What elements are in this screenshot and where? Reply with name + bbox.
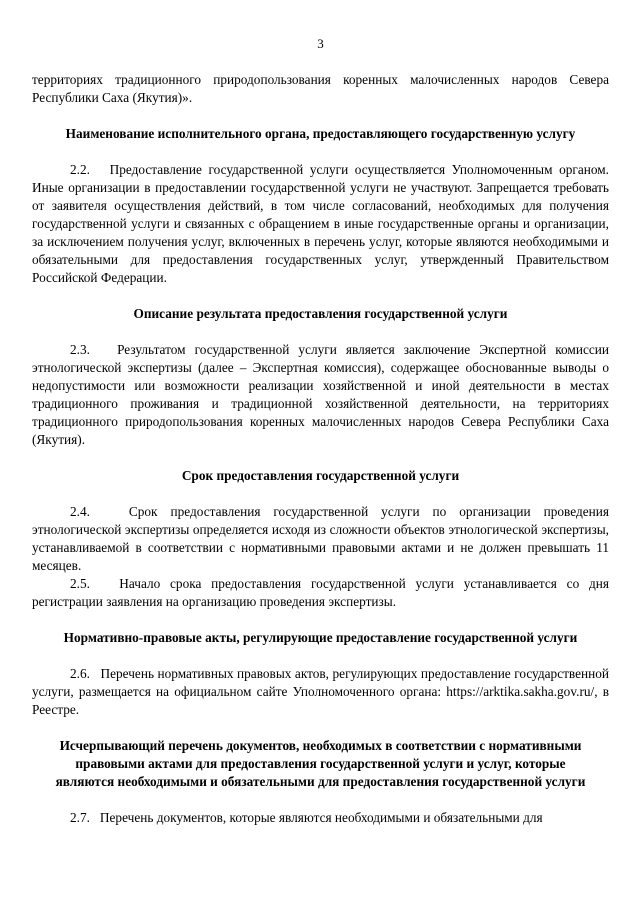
section-heading-executive-body: Наименование исполнительного органа, предоставляющего государственную услугу <box>65 126 576 141</box>
paragraph-2-5: 2.5. Начало срока предоставления государственной услуги устанавливается со дня регистрации заявления на организацию проведения экспертизы. <box>32 576 609 609</box>
paragraph-2-6: 2.6. Перечень нормативных правовых актов, регулирующих предоставление государственной услуги, размещается на официальном сайте Уполномоченного органа: https://arktika.sakha.gov.ru/, в Реестре. <box>32 666 609 717</box>
section-heading-service-term: Срок предоставления государственной услуги <box>181 468 460 483</box>
intro-continuation-paragraph: территориях традиционного природопользования коренных малочисленных народов Севера Республики Саха (Якутия)». <box>32 72 609 105</box>
paragraph-2-3: 2.3. Результатом государственной услуги является заключение Экспертной комиссии этнологической экспертизы (далее – Экспертная комиссия), содержащее обоснованные выводы о недопустимости или возможности реализации хозяйственной и иной деятельности в местах традиционного проживания и традиционной хозяйственной деятельности, на территориях традиционного природопользования коренных малочисленных народов Севера Республики Саха (Якутия). <box>32 342 609 447</box>
paragraph-2-4: 2.4. Срок предоставления государственной услуги по организации проведения этнологической экспертизы определяется исходя из сложности объектов этнологической экспертизы, устанавливаемой в соответствии с нормативными правовыми актами и не должен превышать 11 месяцев. <box>32 504 609 573</box>
page-number: 3 <box>317 36 324 51</box>
section-heading-result-description: Описание результата предоставления государственной услуги <box>133 306 508 321</box>
section-heading-legal-acts: Нормативно-правовые акты, регулирующие предоставление государственной услуги <box>63 630 578 645</box>
paragraph-2-7: 2.7. Перечень документов, которые являются необходимыми и обязательными для <box>70 810 543 825</box>
paragraph-2-2: 2.2. Предоставление государственной услуги осуществляется Уполномоченным органом. Иные организации в предоставлении государственной услуги не участвуют. Запрещается требовать от заявителя осуществления действий, в том числе согласований, необходимых для получения государственной услуги и связанных с обращением в иные государственные органы и организации, за исключением получения услуг, включенных в перечень услуг, которые являются необходимыми и обязательными для предоставления государственных услуг, утвержденный Правительством Российской Федерации. <box>32 162 609 285</box>
section-heading-documents-list: Исчерпывающий перечень документов, необходимых в соответствии с нормативными правовыми актами для предоставления государственной услуги и услуг, которые являются необходимыми и обязательными для предоставления государственной услуги <box>55 738 586 789</box>
document-body <box>32 71 609 827</box>
